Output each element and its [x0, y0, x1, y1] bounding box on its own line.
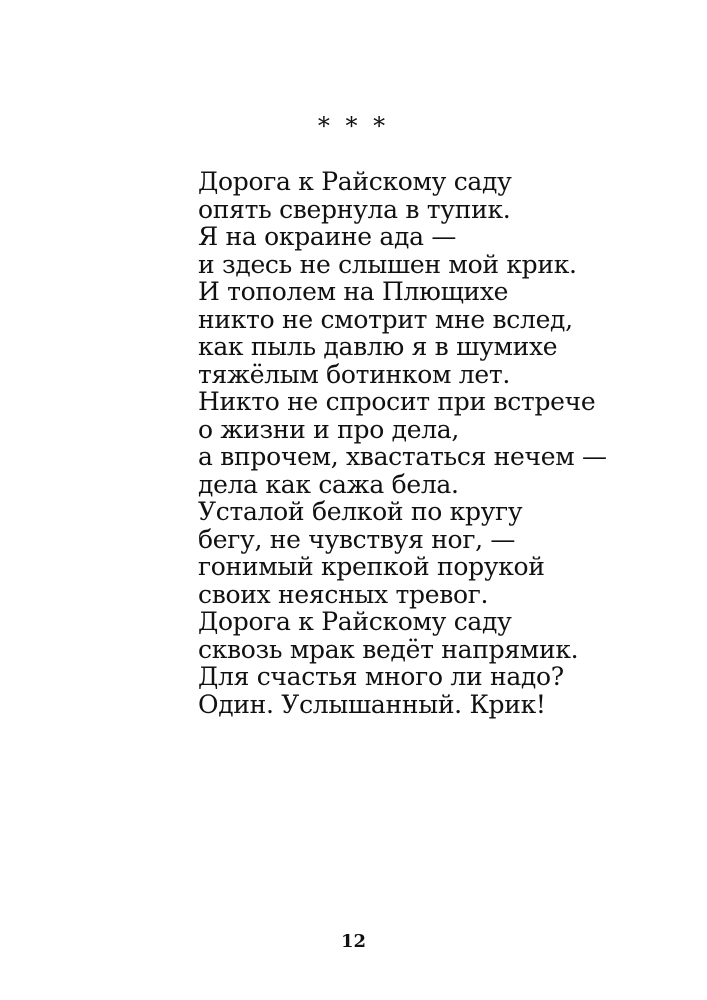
poem-line: дела как сажа бела.: [198, 469, 459, 499]
poem-line: о жизни и про дела,: [198, 414, 460, 444]
poem-line: И тополем на Плющихе: [198, 277, 509, 306]
poem-line: Никто не спросит при встрече: [198, 387, 596, 416]
poem-line: Для счастья много ли надо?: [198, 662, 564, 691]
poem-line: никто не смотрит мне вслед,: [198, 304, 573, 334]
poem-line: Я на окраине ада —: [198, 222, 457, 251]
section-separator: * * *: [317, 112, 390, 140]
poem-line: и здесь не слышен мой крик.: [198, 249, 577, 279]
poem-line: Дорога к Райскому саду: [198, 607, 512, 636]
poem-line: Дорога к Райскому саду: [198, 167, 512, 196]
page-number: 12: [340, 931, 367, 952]
poem-line: гонимый крепкой порукой: [198, 552, 545, 581]
poem-line: опять свернула в тупик.: [198, 194, 511, 224]
poem-stanza: [198, 168, 688, 718]
poem-line: Один. Услышанный. Крик!: [198, 689, 546, 719]
poem-line: сквозь мрак ведёт напрямик.: [198, 634, 579, 664]
poem-line: тяжёлым ботинком лет.: [198, 359, 511, 389]
poem-line: а впрочем, хвастаться нечем —: [198, 442, 607, 471]
poem-line: как пыль давлю я в шумихе: [198, 332, 558, 361]
poem-line: бегу, не чувствуя ног, —: [198, 524, 516, 554]
poem-line: своих неясных тревог.: [198, 579, 489, 609]
poem-line: Усталой белкой по кругу: [198, 497, 523, 526]
